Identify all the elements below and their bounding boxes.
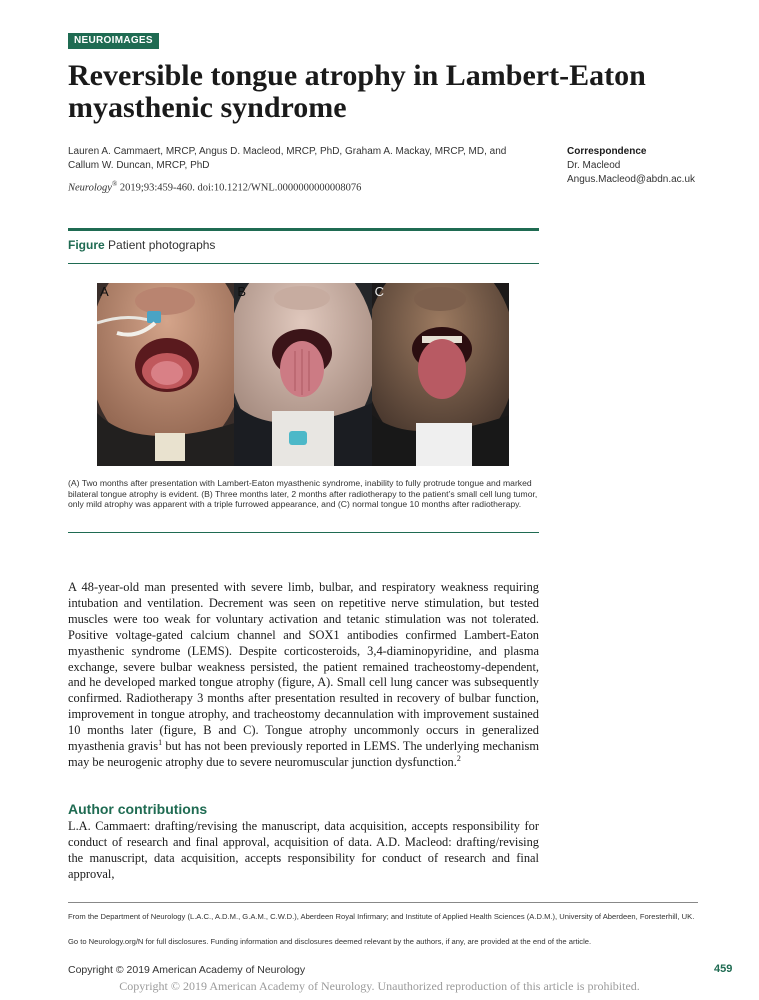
figure-heading-rule (68, 263, 539, 264)
photo-panel-b (234, 283, 371, 466)
journal-name: Neurology (68, 182, 112, 194)
patient-photo-b (234, 283, 371, 466)
article-title: Reversible tongue atrophy in Lambert-Eaton myasthenic syndrome (68, 59, 646, 124)
page-number: 459 (714, 963, 733, 975)
figure-bottom-rule (68, 532, 539, 533)
reference-2[interactable]: 2 (456, 753, 461, 763)
contributions-heading: Author contributions (68, 801, 208, 817)
figure-label: Figure (68, 238, 105, 252)
contributions-text: L.A. Cammaert: drafting/revising the manuscript, data acquisition, accepts responsibility for conduct of research and final approval, acquisition of data. A.D. Macleod: drafting/revising the manuscript, data acquisition, accepts responsibility for conduct of research and final approval, (68, 819, 539, 881)
article-body (68, 580, 539, 771)
body-paragraph-part1: A 48-year-old man presented with severe limb, bulbar, and respiratory weakness requiring intubation and ventilation. Decrement was seen on repetitive nerve stimulation, but tested muscles were too weak for voluntary activation and tetanic stimulation was not tolerated. Positive voltage-gated calcium channel and SOX1 antibodies confirmed Lambert-Eaton myasthenic syndrome (LEMS). Despite corticosteroids, 3,4-diaminopyridine, and plasma exchange, severe bulbar weakness persisted, the patient remained tracheostomy-dependent, and he developed marked tongue atrophy (figure, A). Small cell lung cancer was subsequently confirmed. Radiotherapy 3 months after presentation resulted in recovery of bulbar function, improvement in tongue atrophy, and tracheostomy decannulation with improvement sustained 10 months later (figure, B and C). Tongue atrophy uncommonly occurs in generalized myasthenia gravis (68, 580, 539, 754)
citation-line (68, 180, 508, 194)
figure-top-rule (68, 228, 539, 231)
photo-panel-c (372, 283, 509, 466)
section-badge: NEUROIMAGES (68, 33, 159, 49)
author-list: Lauren A. Cammaert, MRCP, Angus D. Macleod, MRCP, PhD, Graham A. Mackay, MRCP, MD, and Callum W. Duncan, MRCP, PhD (68, 146, 507, 171)
panel-label-a: A (100, 284, 109, 299)
patient-photographs (97, 283, 509, 466)
patient-photo-c (372, 283, 509, 466)
correspondence-name: Dr. Macleod (567, 160, 621, 171)
copyright-watermark: Copyright © 2019 American Academy of Neurology. Unauthorized reproduction of this article is prohibited. (119, 979, 640, 993)
figure-title: Patient photographs (108, 238, 216, 252)
panel-label-c: C (374, 284, 385, 299)
figure-caption: (A) Two months after presentation with Lambert-Eaton myasthenic syndrome, inability to fully protrude tongue and marked bilateral tongue atrophy is evident. (B) Three months later, 2 months after radiotherapy to the patient’s small cell lung tumor, only mild atrophy was apparent with a triple furrowed appearance, and (C) normal tongue 10 months after radiotherapy. (68, 478, 538, 510)
disclosure-footnote: Go to Neurology.org/N for full disclosures. Funding information and disclosures deemed relevant by the authors, if any, are provided at the end of the article. (68, 937, 592, 946)
citation-details: 2019;93:459-460. doi:10.1212/WNL.0000000000008076 (117, 182, 362, 194)
correspondence-email[interactable]: Angus.Macleod@abdn.ac.uk (567, 174, 696, 185)
affiliation-footnote: From the Department of Neurology (L.A.C., A.D.M., G.A.M., C.W.D.), Aberdeen Royal Infirmary; and Institute of Applied Health Sciences (A.D.M.), University of Aberdeen, Foresterhill, UK. (68, 912, 695, 921)
footnote-rule (68, 902, 698, 903)
registered-mark: ® (111, 180, 118, 188)
photo-panel-a (97, 283, 234, 466)
panel-label-b: B (237, 284, 246, 299)
reference-1[interactable]: 1 (158, 737, 163, 747)
correspondence-box (567, 145, 727, 187)
correspondence-heading: Correspondence (567, 146, 647, 157)
body-paragraph-part2: but has not been previously reported in LEMS. The underlying mechanism may be neurogenic atrophy due to severe neuromuscular junction dysfunction. (68, 739, 539, 769)
copyright-notice: Copyright © 2019 American Academy of Neurology (68, 964, 306, 976)
figure-heading (68, 238, 215, 252)
patient-photo-a (97, 283, 234, 466)
